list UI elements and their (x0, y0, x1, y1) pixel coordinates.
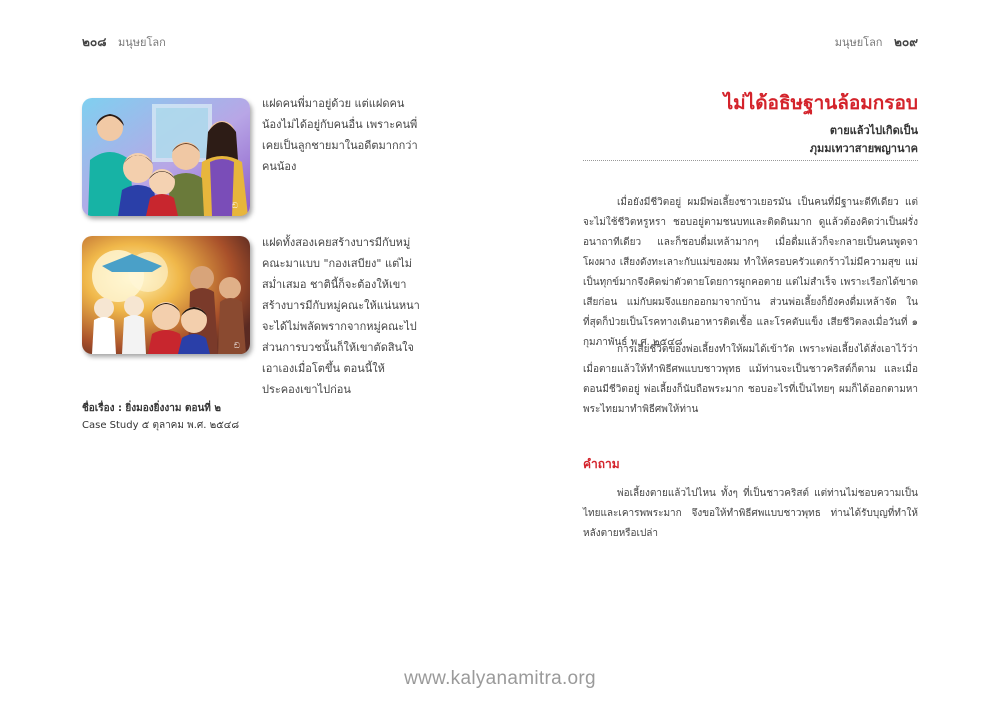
story-meta (82, 400, 239, 434)
story-paragraph-2: การเสียชีวิตของพ่อเลี้ยงทำให้ผมได้เข้าวัด เพราะพ่อเลี้ยงได้สั่งเอาไว้ว่าเมื่อตายแล้วให้ทำพิธีศพแบบชาวพุทธ แม้ท่านจะเป็นชาวคริสต์ก็ตาม และเมื่อตอนมีชีวิตอยู่ พ่อเลี้ยงก็นับถือพระมาก ชอบอะไรที่เป็นไทยๆ ผมก็ได้ออกตามหาพระไทยมาทำพิธีศพให้ท่าน (583, 344, 918, 415)
question-heading: คำถาม (583, 457, 620, 471)
right-page (500, 0, 1000, 707)
story-title-label: ชื่อเรื่อง : ยิ่งมองยิ่งงาม ตอนที่ ๒ (82, 403, 221, 414)
merit-caption: แฝดทั้งสองเคยสร้างบารมีกับหมู่คณะมาแบบ "กองเสบียง" แต่ไม่สม่ำเสมอ ชาตินี้ก็จะต้องให้เขาสร้างบารมีกับหมู่คณะให้แน่นหนา จะได้ไม่พลัดพรากจากหมู่คณะไป ส่วนการบวชนั้นก็ให้เขาตัดสินใจเอาเองเมื่อโตขึ้น ตอนนี้ให้ประคองเขาไปก่อน (262, 236, 420, 396)
footer-url: www.kalyanamitra.org (404, 668, 596, 689)
question-text: พ่อเลี้ยงตายแล้วไปไหน ทั้งๆ ที่เป็นชาวคริสต์ แต่ท่านไม่ชอบความเป็นไทยและเคารพพระมาก จึงขอให้ทำพิธีศพแบบชาวพุทธ ท่านได้รับบุญที่ทำให้หลังตายหรือเปล่า (583, 488, 918, 539)
right-page-header (835, 33, 918, 52)
right-running-title: มนุษยโลก (834, 36, 883, 49)
article-subtitle-line-1: ตายแล้วไปเกิดเป็น (829, 124, 918, 137)
svg-text:ඞ: ඞ (232, 201, 238, 210)
story-paragraph-1: เมื่อยังมีชีวิตอยู่ ผมมีพ่อเลี้ยงชาวเยอรมัน เป็นคนที่มีฐานะดีทีเดียว แต่จะไม่ใช้ชีวิตหรูหรา ชอบอยู่ตามชนบทและติดดินมาก ดูแล้วต้องคิดว่าเป็นฝรั่งอนาถาทีเดียว และก็ชอบดื่มเหล้ามากๆ เมื่อดื่มแล้วก็จะกลายเป็นคนพูดจาโผงผาง เสียงดังทะเลาะกับแม่ของผม ทำให้ครอบครัวแตกร้าวไม่มีความสุข แม่เป็นทุกข์มากจึงคิดฆ่าตัวตายโดยการผูกคอตาย แต่ไม่สำเร็จ เพราะเรือกได้ขาดเสียก่อน แม่กับผมจึงแยกออกมาจากบ้าน ส่วนพ่อเลี้ยงก็ยังคงดื่มเหล้าจัด ในที่สุดก็ป่วยเป็นโรคทางเดินอาหารติดเชื้อ และโรคตับแข็ง เสียชีวิตลงเมื่อวันที่ ๑ กุมภาพันธ์ พ.ศ. ๒๕๔๘ (583, 197, 918, 348)
family-illustration (82, 98, 250, 216)
article-subtitle-line-2: ภุมมเทวาสายพญานาค (809, 142, 918, 155)
left-running-title: มนุษยโลก (118, 36, 166, 49)
left-page-header (82, 33, 166, 52)
family-caption: แฝดคนพี่มาอยู่ด้วย แต่แฝดคนน้องไม่ได้อยู่กับคนอื่น เพราะคนพี่เคยเป็นลูกชายมาในอดีตมากกว่าคนน้อง (262, 97, 418, 173)
article-subtitle (810, 122, 918, 158)
merit-illustration (82, 236, 250, 354)
svg-text:ඞ: ඞ (234, 341, 240, 350)
dotted-divider (583, 160, 918, 161)
left-page-number: ๒๐๘ (82, 35, 107, 49)
right-page-number: ๒๐๙ (893, 35, 918, 49)
article-title: ไม่ได้อธิษฐานล้อมกรอบ (723, 92, 918, 114)
case-study-date: Case Study ๕ ตุลาคม พ.ศ. ๒๕๔๘ (82, 420, 240, 431)
